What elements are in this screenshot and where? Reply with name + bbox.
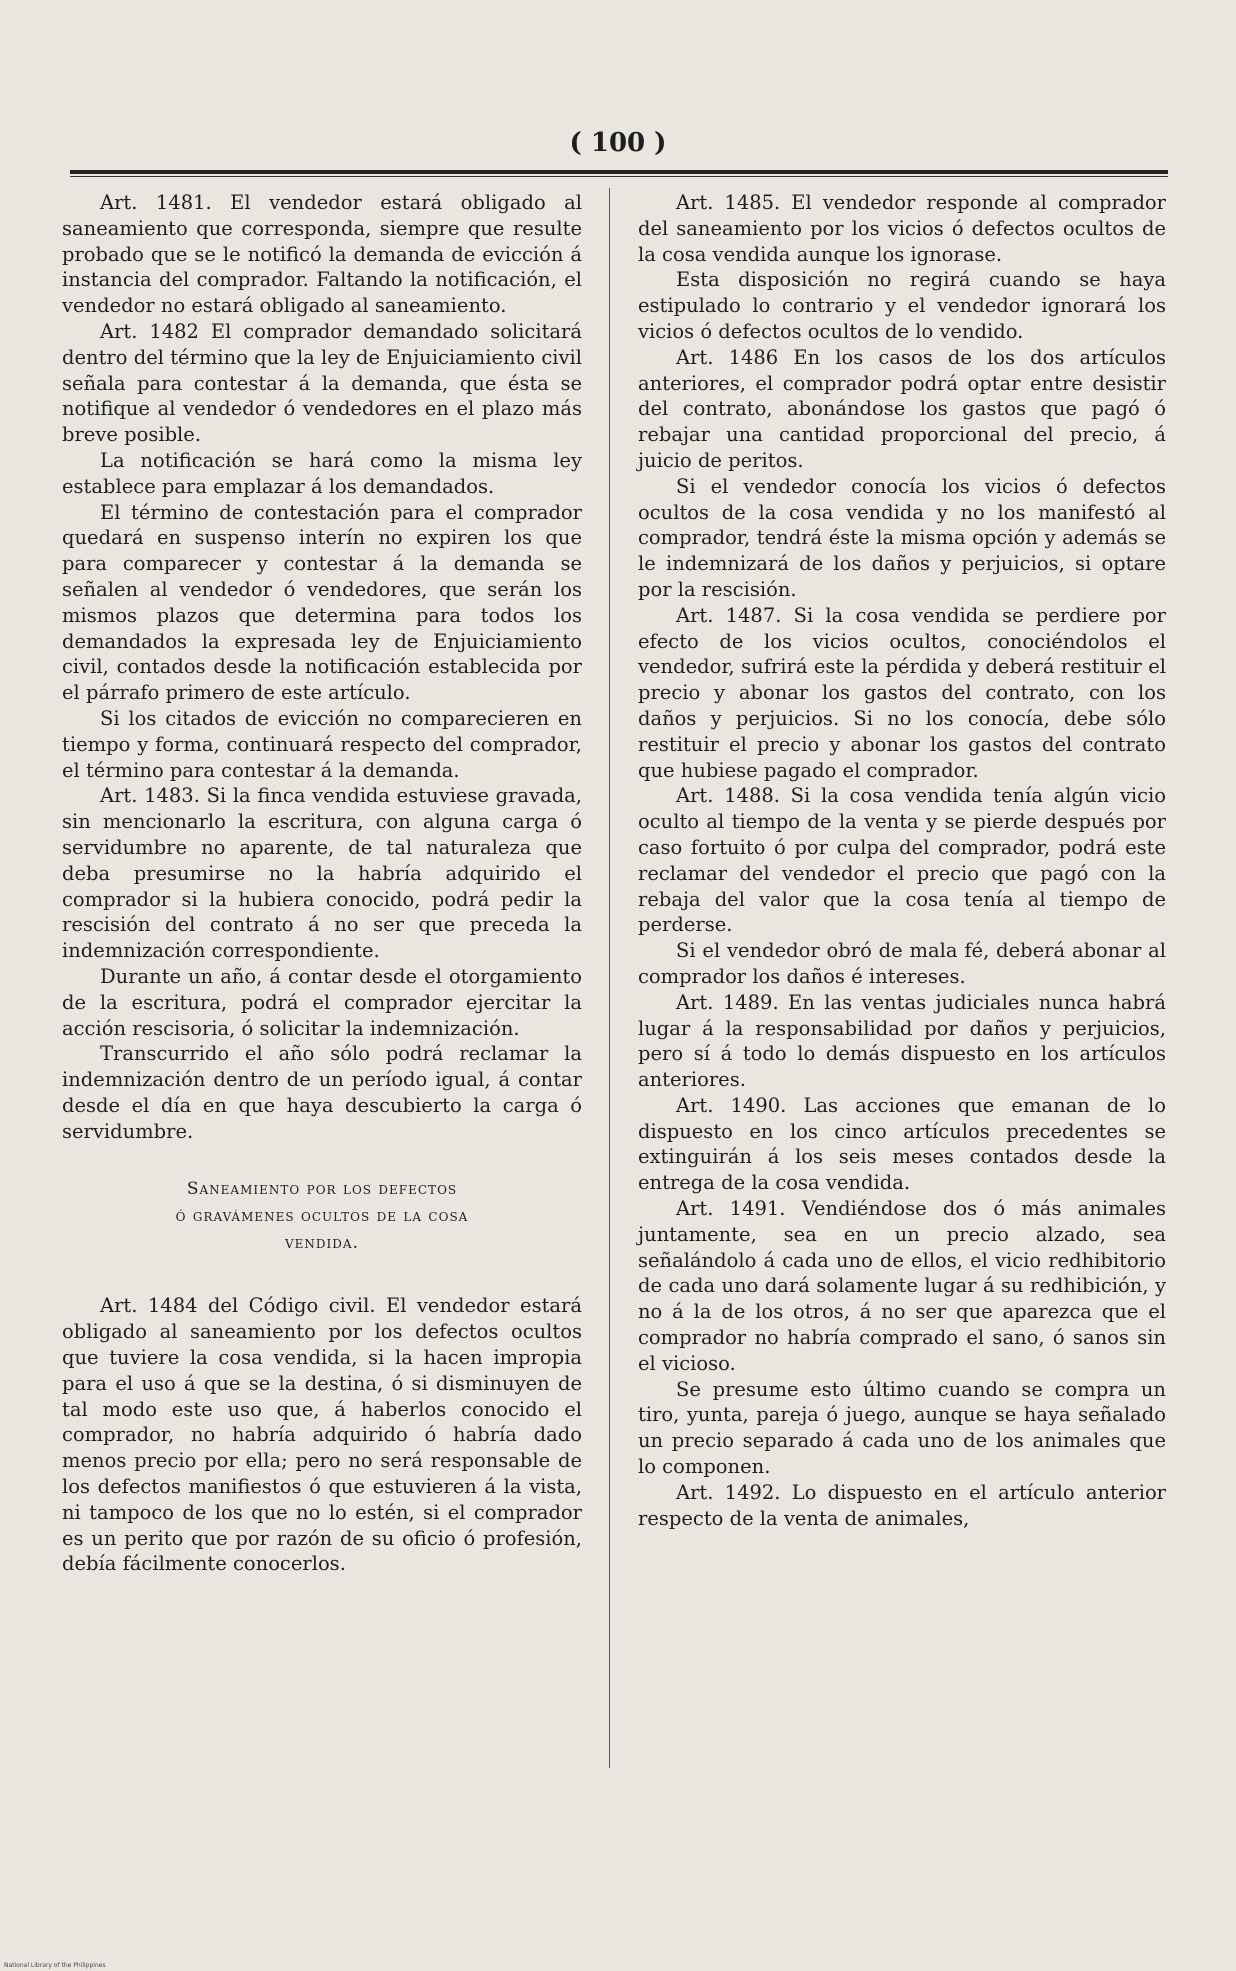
paragraph: Art. 1488. Si la cosa vendida tenía algún vicio oculto al tiempo de la venta y se pierde después por caso fortuito ó por culpa del comprador, podrá este reclamar del vendedor el precio que pagó con la rebaja del valor que la cosa tenía al tiempo de perderse. <box>638 784 1166 937</box>
paragraph: Art. 1483. Si la finca vendida estuviese gravada, sin mencionarlo la escritura, con alguna carga ó servidumbre no aparente, de tal naturaleza que deba presumirse no la habría adquirido el comprador si la hubiera conocido, podrá pedir la rescisión del contrato á no ser que preceda la indemnización correspondiente. <box>62 784 582 963</box>
paragraph: Art. 1491. Vendiéndose dos ó más animales juntamente, sea en un precio alzado, sea señalándolo á cada uno de ellos, el vicio redhibitorio de cada uno dará solamente lugar á su redhibición, y no á la de los otros, á no ser que aparezca que el comprador no habría comprado el sano, ó sanos sin el vicioso. <box>638 1197 1166 1375</box>
right-column <box>638 190 1166 1531</box>
paragraph: Se presume esto último cuando se compra un tiro, yunta, pareja ó juego, aunque se haya señalado un precio separado á cada uno de los animales que lo componen. <box>638 1377 1166 1479</box>
paragraph: Art. 1490. Las acciones que emanan de lo dispuesto en los cinco artículos precedentes se extinguirán á los seis meses contados desde la entrega de la cosa vendida. <box>638 1093 1166 1195</box>
paragraph: Art. 1481. El vendedor estará obligado al saneamiento que corresponda, siempre que resulte probado que se le notificó la demanda de evicción á instancia del comprador. Faltando la notificación, el vendedor no estará obligado al saneamiento. <box>62 191 582 318</box>
paragraph: Art. 1486 En los casos de los dos artículos anteriores, el comprador podrá optar entre desistir del contrato, abonándose los gastos que pagó ó rebajar una cantidad proporcional del precio, á juicio de peritos. <box>638 345 1166 472</box>
left-column <box>62 190 582 1577</box>
section-heading-line: Saneamiento por los defectos <box>186 1179 458 1200</box>
paragraph: Art. 1492. Lo dispuesto en el artículo anterior respecto de la venta de animales, <box>638 1480 1166 1530</box>
header-rule <box>70 170 1168 177</box>
paragraph: Si el vendedor conocía los vicios ó defectos ocultos de la cosa vendida y no los manifestó al comprador, tendrá éste la misma opción y además se le indemnizará de los daños y perjuicios, si optare por la rescisión. <box>638 474 1166 601</box>
paragraph: Art. 1487. Si la cosa vendida se perdiere por efecto de los vicios ocultos, conociéndolos el vendedor, sufrirá este la pérdida y deberá restituir el precio y abonar los gastos del contrato, con los daños y perjuicios. Si no los conocía, debe sólo restituir el precio y abonar los gastos del contrato que hubiese pagado el comprador. <box>638 603 1166 782</box>
paragraph: Durante un año, á contar desde el otorgamiento de la escritura, podrá el comprador ejercitar la acción rescisoria, ó solicitar la indemnización. <box>62 964 582 1040</box>
paragraph: Transcurrido el año sólo podrá reclamar la indemnización dentro de un período igual, á contar desde el día en que haya descubierto la carga ó servidumbre. <box>62 1042 582 1143</box>
column-divider <box>609 188 610 1768</box>
page-number: ( 100 ) <box>569 128 667 158</box>
paragraph: Esta disposición no regirá cuando se haya estipulado lo contrario y el vendedor ignorará los vicios ó defectos ocultos de lo vendido. <box>638 268 1166 343</box>
paragraph: Si el vendedor obró de mala fé, deberá abonar al comprador los daños é intereses. <box>638 939 1166 988</box>
section-heading-line: vendida. <box>285 1233 359 1254</box>
paragraph: Si los citados de evicción no comparecieren en tiempo y forma, continuará respecto del comprador, el término para contestar á la demanda. <box>62 706 582 782</box>
paragraph: Art. 1482 El comprador demandado solicitará dentro del término que la ley de Enjuiciamiento civil señala para contestar á la demanda, que ésta se notifique al vendedor ó vendedores en el plazo más breve posible. <box>62 319 582 447</box>
paragraph: Art. 1484 del Código civil. El vendedor estará obligado al saneamiento por los defectos ocultos que tuviere la cosa vendida, si la hacen impropia para el uso á que se la destina, ó si disminuyen de tal modo este uso que, á haberlos conocido el comprador, no habría adquirido ó habría dado menos precio por ella; pero no será responsable de los defectos manifiestos ó que estuvieren á la vista, ni tampoco de los que no lo estén, si el comprador es un perito que por razón de su oficio ó profesión, debía fácilmente conocerlos. <box>62 1294 582 1576</box>
paragraph: Art. 1485. El vendedor responde al comprador del saneamiento por los vicios ó defectos ocultos de la cosa vendida aunque los ignorase. <box>638 191 1166 266</box>
section-heading-line: ó gravámenes ocultos de la cosa <box>175 1206 469 1227</box>
footer-note: National Library of the Philippines <box>4 1962 106 1969</box>
paragraph: El término de contestación para el comprador quedará en suspenso interín no expiren los que para comparecer y contestar á la demanda se señalen al vendedor ó vendedores, que serán los mismos plazos que determina para todos los demandados la expresada ley de Enjuiciamiento civil, contados desde la notificación establecida por el párrafo primero de este artículo. <box>62 500 582 705</box>
paragraph: La notificación se hará como la misma ley establece para emplazar á los demandados. <box>62 448 582 498</box>
section-heading <box>62 1176 582 1257</box>
paragraph: Art. 1489. En las ventas judiciales nunca habrá lugar á la responsabilidad por daños y perjuicios, pero sí á todo lo demás dispuesto en los artículos anteriores. <box>638 990 1166 1092</box>
